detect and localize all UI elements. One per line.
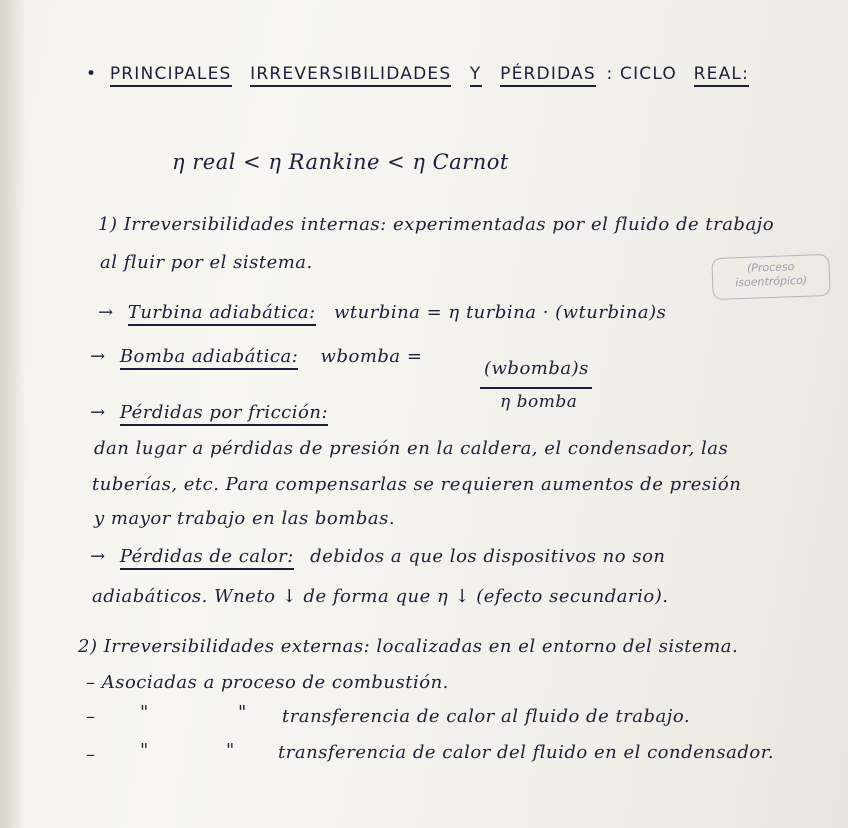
- title-bullet: •: [86, 64, 98, 84]
- friccion-line3: y mayor trabajo en las bombas.: [94, 508, 396, 529]
- efficiency-inequality: η real < η Rankine < η Carnot: [172, 150, 509, 174]
- calor-line: [90, 546, 666, 567]
- bomba-label: Bomba adiabática:: [120, 346, 298, 370]
- external-heading: 2) Irreversibilidades externas: localizadas en el entorno del sistema.: [78, 636, 739, 657]
- external-item2-text: transferencia de calor al fluido de trabajo.: [282, 706, 691, 727]
- arrow-icon: →: [90, 402, 106, 423]
- turbina-label: Turbina adiabática:: [128, 302, 316, 326]
- turbina-line: [98, 302, 666, 323]
- arrow-icon: →: [98, 302, 114, 323]
- bomba-lhs: wbomba =: [320, 346, 423, 367]
- bomba-denominator: η bomba: [500, 392, 578, 412]
- bomba-line: [90, 346, 422, 367]
- internal-line2: al fluir por el sistema.: [100, 252, 313, 273]
- arrow-icon: →: [90, 346, 106, 367]
- friccion-label: Pérdidas por fricción:: [120, 402, 328, 426]
- title-line: [86, 64, 749, 84]
- internal-heading: 1) Irreversibilidades internas: experimentadas por el fluido de trabajo: [98, 214, 775, 235]
- external-item2-dash: –: [86, 706, 96, 727]
- turbina-formula: wturbina = η turbina · (wturbina)s: [333, 302, 667, 323]
- external-item1: – Asociadas a proceso de combustión.: [86, 672, 449, 693]
- friccion-line2: tuberías, etc. Para compensarlas se requieren aumentos de presión: [92, 474, 742, 495]
- calor-label: Pérdidas de calor:: [120, 546, 294, 570]
- title-word-y: Y: [470, 64, 482, 87]
- friccion-line: [90, 402, 328, 423]
- arrow-icon: →: [90, 546, 106, 567]
- external-item3-ditto2: ": [226, 740, 235, 761]
- friccion-line1: dan lugar a pérdidas de presión en la caldera, el condensador, las: [94, 438, 729, 459]
- page-edge-shadow: [0, 0, 26, 828]
- external-item3-dash: –: [86, 744, 96, 765]
- external-item2-ditto1: ": [140, 702, 149, 723]
- title-word-irreversibilidades: IRREVERSIBILIDADES: [250, 64, 451, 87]
- calor-line2: adiabáticos. Wneto ↓ de forma que η ↓ (efecto secundario).: [92, 586, 669, 607]
- title-word-perdidas: PÉRDIDAS: [500, 64, 596, 87]
- fraction-bar: [480, 387, 592, 389]
- note-line1: (Proceso: [746, 260, 795, 275]
- title-word-principales: PRINCIPALES: [110, 64, 232, 87]
- note-line2: isoentrópico): [734, 273, 808, 290]
- title-word-real: REAL:: [694, 64, 749, 87]
- bomba-numerator: (wbomba)s: [484, 358, 589, 379]
- isentropic-note: [711, 254, 830, 300]
- external-item3-ditto1: ": [140, 740, 149, 761]
- external-item2-ditto2: ": [238, 702, 247, 723]
- calor-rest: debidos a que los dispositivos no son: [310, 546, 666, 567]
- external-item3-text: transferencia de calor del fluido en el condensador.: [278, 742, 775, 763]
- title-word-ciclo: : CICLO: [606, 64, 678, 84]
